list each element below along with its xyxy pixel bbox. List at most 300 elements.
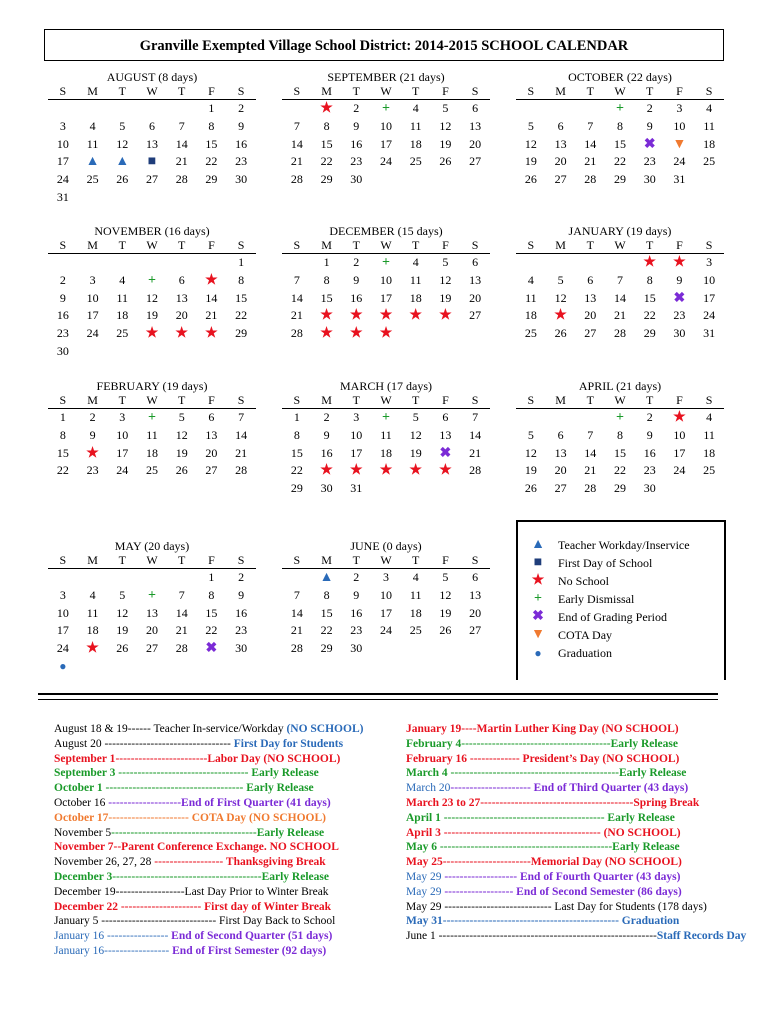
day-cell: 5 [119, 587, 126, 602]
day-cell: 21 [613, 308, 626, 323]
weekday-label: F [208, 553, 215, 567]
empty-cell [546, 100, 576, 118]
day-cell: 24 [56, 172, 69, 187]
weekday-label: T [118, 238, 126, 252]
x-icon: ✖ [643, 136, 656, 152]
day-cell: 9 [59, 290, 66, 305]
weekday-label: T [586, 84, 594, 98]
legend-label: First Day of School [558, 556, 653, 570]
day-cell: 24 [56, 641, 69, 656]
day-cell: 8 [616, 118, 623, 133]
weekday-header [282, 238, 490, 254]
weekday-label: T [178, 238, 186, 252]
day-cell: 31 [56, 189, 69, 204]
day-cell: 28 [584, 172, 597, 187]
day-cell: 10 [703, 272, 716, 287]
event-row [406, 737, 746, 752]
day-cell: 29 [290, 481, 303, 496]
empty-cell [48, 569, 78, 587]
day-cell: 13 [584, 290, 597, 305]
x-icon: ✖ [673, 290, 686, 306]
day-cell: 27 [554, 481, 567, 496]
day-cell: 28 [469, 463, 482, 478]
day-cell: 25 [703, 463, 716, 478]
day-cell: 15 [320, 290, 333, 305]
month-august [48, 70, 256, 207]
empty-cell [282, 569, 312, 587]
day-cell: 18 [703, 445, 716, 460]
day-cell: 27 [584, 326, 597, 341]
x-icon: ✖ [532, 609, 544, 624]
day-cell: 7 [238, 410, 245, 424]
day-cell: 17 [86, 308, 99, 323]
plus-icon: + [382, 255, 390, 270]
day-cell: 30 [673, 326, 686, 341]
legend-label: End of Grading Period [558, 610, 667, 624]
weekday-label: S [293, 84, 301, 98]
day-cell: 26 [524, 172, 537, 187]
weekday-label: T [586, 393, 594, 407]
month-january [516, 224, 724, 343]
day-cell: 12 [409, 427, 422, 442]
day-cell: 20 [205, 445, 218, 460]
day-cell: 28 [235, 463, 248, 478]
day-cell: 20 [584, 308, 597, 323]
event-detail: Parent Conference Exchange. NO SCHOOL [121, 841, 339, 854]
weekday-header [516, 84, 724, 100]
day-cell: 19 [524, 463, 537, 478]
events-list-left [54, 722, 363, 959]
day-cell: 28 [175, 641, 188, 656]
day-cell: 20 [469, 290, 482, 305]
day-cell: 5 [412, 410, 419, 424]
day-cell: 31 [673, 172, 686, 187]
event-text: September 3 ---------------------------------- Early Release [54, 767, 319, 780]
event-text: August 18 & 19------ Teacher In-service/Workday [54, 723, 287, 735]
star-icon: ★ [379, 308, 393, 324]
day-cell: 28 [290, 641, 303, 656]
day-cell: 17 [56, 154, 69, 169]
event-row [54, 855, 363, 870]
star-icon: ★ [409, 463, 422, 479]
day-cell: 13 [145, 136, 158, 151]
day-cell: 25 [703, 154, 716, 169]
day-cell: 15 [613, 136, 626, 151]
empty-cell [137, 569, 167, 587]
event-row [406, 781, 746, 796]
weekday-label: F [208, 393, 215, 407]
day-cell: 4 [119, 272, 126, 287]
day-cell: 11 [409, 272, 422, 287]
day-cell: 6 [442, 410, 449, 424]
empty-cell [282, 100, 312, 118]
day-cell: 21 [175, 154, 188, 169]
weekday-label: T [178, 553, 186, 567]
event-text: May 31 [406, 915, 443, 928]
weekday-label: M [321, 393, 332, 407]
day-cell: 22 [56, 463, 69, 478]
weekday-label: T [646, 393, 654, 407]
day-cell: 2 [353, 570, 360, 584]
month-march [282, 379, 490, 498]
day-cell: 13 [205, 427, 218, 442]
plus-icon: + [616, 410, 624, 425]
day-cell: 19 [439, 605, 452, 620]
weekday-header [48, 238, 256, 254]
weekday-label: T [586, 238, 594, 252]
x-icon: ✖ [205, 641, 218, 657]
day-cell: 17 [116, 445, 129, 460]
day-cell: 3 [382, 570, 389, 584]
day-cell: 21 [235, 445, 248, 460]
day-cell: 6 [557, 118, 564, 133]
weekday-label: M [321, 553, 332, 567]
day-cell: 9 [676, 272, 683, 287]
day-cell: 25 [145, 463, 158, 478]
day-cell: 1 [59, 410, 66, 424]
day-cell: 28 [290, 172, 303, 187]
day-cell: 1 [323, 255, 330, 269]
day-cell: 16 [350, 136, 363, 151]
legend-label: Early Dismissal [558, 592, 635, 606]
day-cell: 16 [235, 605, 248, 620]
day-cell: 2 [646, 101, 653, 115]
month-september [282, 70, 490, 189]
event-text: March 20 [406, 782, 451, 795]
empty-cell [605, 254, 635, 272]
day-cell: 15 [205, 136, 218, 151]
day-cell: 14 [290, 605, 303, 620]
day-cell: 21 [205, 308, 218, 323]
weekday-label: W [614, 393, 626, 407]
event-row [54, 796, 363, 811]
day-cell: 21 [469, 445, 482, 460]
event-row [54, 826, 363, 841]
day-cell: 1 [293, 410, 300, 424]
day-cell: 12 [145, 290, 158, 305]
day-cell: 29 [613, 172, 626, 187]
day-cell: 30 [643, 172, 656, 187]
event-text: March 4 --------------------------------------------Early Release [406, 767, 687, 780]
day-cell: 22 [290, 463, 303, 478]
event-row [54, 811, 363, 826]
event-row [406, 840, 746, 855]
day-cell: 23 [643, 463, 656, 478]
weekday-label: T [352, 553, 360, 567]
day-cell: 11 [146, 427, 158, 442]
star-icon: ★ [320, 326, 333, 342]
weekday-label: T [352, 84, 360, 98]
day-cell: 9 [323, 427, 330, 442]
day-cell: 14 [175, 136, 188, 151]
day-cell: 30 [235, 641, 248, 656]
event-detail: End of First Semester (92 days) [169, 944, 327, 957]
day-cell: 10 [379, 587, 392, 602]
weekday-label: W [146, 238, 158, 252]
empty-cell [167, 569, 197, 587]
day-cell: 2 [353, 101, 360, 115]
weekday-label: T [412, 84, 420, 98]
day-cell: 30 [235, 172, 248, 187]
star-icon: ★ [439, 308, 452, 324]
day-cell: 21 [290, 308, 303, 323]
day-cell: 9 [238, 587, 245, 602]
calendar-title: Granville Exempted Village School District: 2014-2015 SCHOOL CALENDAR [44, 29, 724, 61]
day-cell: 16 [320, 445, 333, 460]
day-cell: 23 [235, 154, 248, 169]
day-cell: 8 [616, 427, 623, 442]
day-cell: 3 [676, 101, 683, 115]
day-cell: 14 [205, 290, 218, 305]
star-icon: ★ [350, 308, 363, 324]
star-icon: ★ [409, 308, 422, 324]
day-cell: 31 [350, 481, 363, 496]
month-title: JUNE (0 days) [350, 539, 422, 553]
empty-cell [575, 409, 605, 427]
empty-cell [137, 100, 167, 118]
empty-cell [107, 254, 137, 272]
day-cell: 29 [320, 172, 333, 187]
day-cell: 12 [439, 118, 452, 133]
day-cell: 6 [587, 272, 594, 287]
star-icon: ★ [379, 326, 393, 342]
day-cell: 2 [238, 570, 245, 584]
day-cell: 27 [205, 463, 218, 478]
day-cell: 5 [527, 118, 534, 133]
day-cell: 20 [469, 605, 482, 620]
star-icon: ★ [673, 255, 686, 270]
event-detail: ---------------------------------------------- Graduation [442, 915, 680, 928]
day-cell: 24 [379, 154, 392, 169]
weekday-label: T [412, 553, 420, 567]
day-cell: 10 [379, 118, 392, 133]
day-cell: 2 [353, 255, 360, 269]
weekday-label: F [676, 84, 683, 98]
legend-row [518, 536, 724, 554]
day-cell: 8 [208, 118, 215, 133]
event-row [54, 914, 363, 929]
day-grid [48, 100, 256, 207]
weekday-label: T [178, 84, 186, 98]
day-cell: 10 [56, 136, 69, 151]
event-row [54, 870, 363, 885]
day-cell: 20 [175, 308, 188, 323]
month-february [48, 379, 256, 480]
day-cell: 14 [613, 290, 626, 305]
plus-icon: + [148, 587, 156, 603]
day-cell: 11 [409, 118, 422, 133]
day-cell: 22 [205, 623, 218, 638]
empty-cell [575, 254, 605, 272]
day-cell: 30 [643, 481, 656, 496]
plus-icon: + [382, 410, 390, 425]
empty-cell [48, 100, 78, 118]
day-cell: 7 [293, 272, 300, 287]
day-cell: 8 [646, 272, 653, 287]
star-icon: ★ [205, 272, 218, 288]
day-cell: 21 [290, 154, 303, 169]
day-cell: 8 [323, 587, 330, 602]
day-cell: 17 [379, 290, 392, 305]
weekday-label: S [293, 553, 301, 567]
event-row [54, 766, 363, 781]
star-icon: ★ [86, 445, 99, 461]
day-cell: 27 [145, 172, 158, 187]
day-cell: 17 [56, 623, 69, 638]
day-cell: 3 [59, 587, 66, 602]
event-text: September 1 [54, 752, 116, 765]
event-text: April 1 ------------------------------------------ Early Release [406, 811, 675, 824]
day-cell: 16 [56, 308, 69, 323]
month-title: DECEMBER (15 days) [329, 224, 443, 238]
event-text: November 5 [54, 826, 112, 839]
event-text: December 3---------------------------------------Early Release [54, 870, 329, 883]
day-grid [282, 100, 490, 189]
day-cell: 5 [442, 255, 449, 269]
star-icon: ★ [145, 326, 159, 342]
day-cell: 21 [290, 623, 303, 638]
day-cell: 10 [379, 272, 392, 287]
weekday-header [516, 238, 724, 254]
day-cell: 13 [439, 427, 452, 442]
weekday-header [516, 393, 724, 409]
day-cell: 22 [320, 623, 333, 638]
day-cell: 30 [350, 172, 363, 187]
star-icon: ★ [439, 463, 452, 479]
day-cell: 29 [235, 326, 248, 341]
event-text: November 26, 27, 28 [54, 856, 155, 869]
day-cell: 23 [56, 326, 69, 341]
weekday-label: T [646, 238, 654, 252]
day-cell: 4 [412, 101, 419, 115]
day-cell: 25 [86, 172, 99, 187]
day-cell: 6 [178, 272, 185, 287]
weekday-label: F [442, 84, 449, 98]
weekday-label: W [380, 393, 392, 407]
weekday-label: S [237, 238, 245, 252]
day-cell: 27 [469, 623, 482, 638]
day-cell: 2 [89, 410, 96, 424]
day-cell: 11 [525, 290, 537, 305]
day-cell: 26 [439, 623, 452, 638]
day-cell: 18 [524, 308, 537, 323]
weekday-label: S [527, 393, 535, 407]
day-cell: 12 [116, 605, 129, 620]
month-june [282, 539, 490, 658]
legend-box [516, 520, 726, 680]
star-icon: ★ [320, 463, 333, 479]
event-text: January 19----Martin Luther King Day (NO SCHOOL) [406, 723, 679, 735]
legend-row [518, 626, 724, 644]
day-cell: 15 [235, 290, 248, 305]
day-cell: 18 [409, 605, 422, 620]
day-cell: 4 [527, 272, 534, 287]
event-row [406, 914, 746, 929]
weekday-header [48, 553, 256, 569]
day-cell: 17 [350, 445, 363, 460]
weekday-label: W [380, 84, 392, 98]
weekday-header [282, 553, 490, 569]
day-cell: 13 [469, 272, 482, 287]
events-list-right [406, 722, 746, 944]
day-cell: 19 [524, 154, 537, 169]
empty-cell [516, 100, 546, 118]
divider [38, 693, 718, 695]
day-cell: 18 [86, 623, 99, 638]
day-cell: 26 [116, 172, 129, 187]
day-cell: 30 [320, 481, 333, 496]
event-row [54, 840, 363, 855]
month-october [516, 70, 724, 189]
day-cell: 7 [293, 587, 300, 602]
empty-cell [167, 254, 197, 272]
weekday-label: W [380, 238, 392, 252]
month-title: MAY (20 days) [114, 539, 190, 553]
weekday-label: S [471, 84, 479, 98]
weekday-label: T [412, 393, 420, 407]
weekday-label: M [321, 84, 332, 98]
day-cell: 1 [238, 255, 245, 269]
day-cell: 13 [554, 445, 567, 460]
day-cell: 14 [235, 427, 248, 442]
day-cell: 13 [554, 136, 567, 151]
weekday-label: W [380, 553, 392, 567]
day-cell: 25 [116, 326, 129, 341]
day-cell: 31 [703, 326, 716, 341]
plus-icon: + [148, 272, 156, 288]
weekday-label: M [87, 393, 98, 407]
day-cell: 5 [119, 118, 126, 133]
event-text: June 1 --------------------------------------------------------- [406, 930, 657, 943]
day-cell: 7 [178, 587, 185, 602]
weekday-label: T [412, 238, 420, 252]
month-title: AUGUST (8 days) [106, 70, 198, 84]
day-cell: 24 [116, 463, 129, 478]
day-cell: 6 [472, 101, 479, 115]
day-cell: 2 [646, 410, 653, 424]
event-row [406, 855, 746, 870]
weekday-label: W [614, 84, 626, 98]
event-row [54, 900, 363, 915]
star-icon: ★ [350, 463, 363, 479]
day-cell: 24 [379, 623, 392, 638]
weekday-label: S [59, 553, 67, 567]
day-cell: 28 [613, 326, 626, 341]
event-text: May 29 [406, 870, 445, 883]
star-icon: ★ [379, 463, 393, 479]
day-cell: 8 [208, 587, 215, 602]
month-title: SEPTEMBER (21 days) [327, 70, 445, 84]
weekday-label: F [676, 238, 683, 252]
day-cell: 11 [409, 587, 422, 602]
event-text: February 4---------------------------------------Early Release [406, 737, 678, 750]
day-cell: 22 [613, 154, 626, 169]
day-cell: 27 [554, 172, 567, 187]
plus-icon: + [616, 101, 624, 116]
day-cell: 24 [673, 154, 686, 169]
day-cell: 22 [643, 308, 656, 323]
month-title: FEBRUARY (19 days) [96, 379, 208, 393]
day-cell: 29 [643, 326, 656, 341]
day-cell: 8 [293, 427, 300, 442]
day-cell: 24 [86, 326, 99, 341]
event-text: August 20 --------------------------------- [54, 737, 231, 750]
legend-label: Graduation [558, 646, 612, 660]
event-text: January 16----------------- [54, 944, 170, 957]
legend-row [518, 590, 724, 608]
weekday-label: T [118, 393, 126, 407]
star-icon: ★ [531, 573, 545, 588]
